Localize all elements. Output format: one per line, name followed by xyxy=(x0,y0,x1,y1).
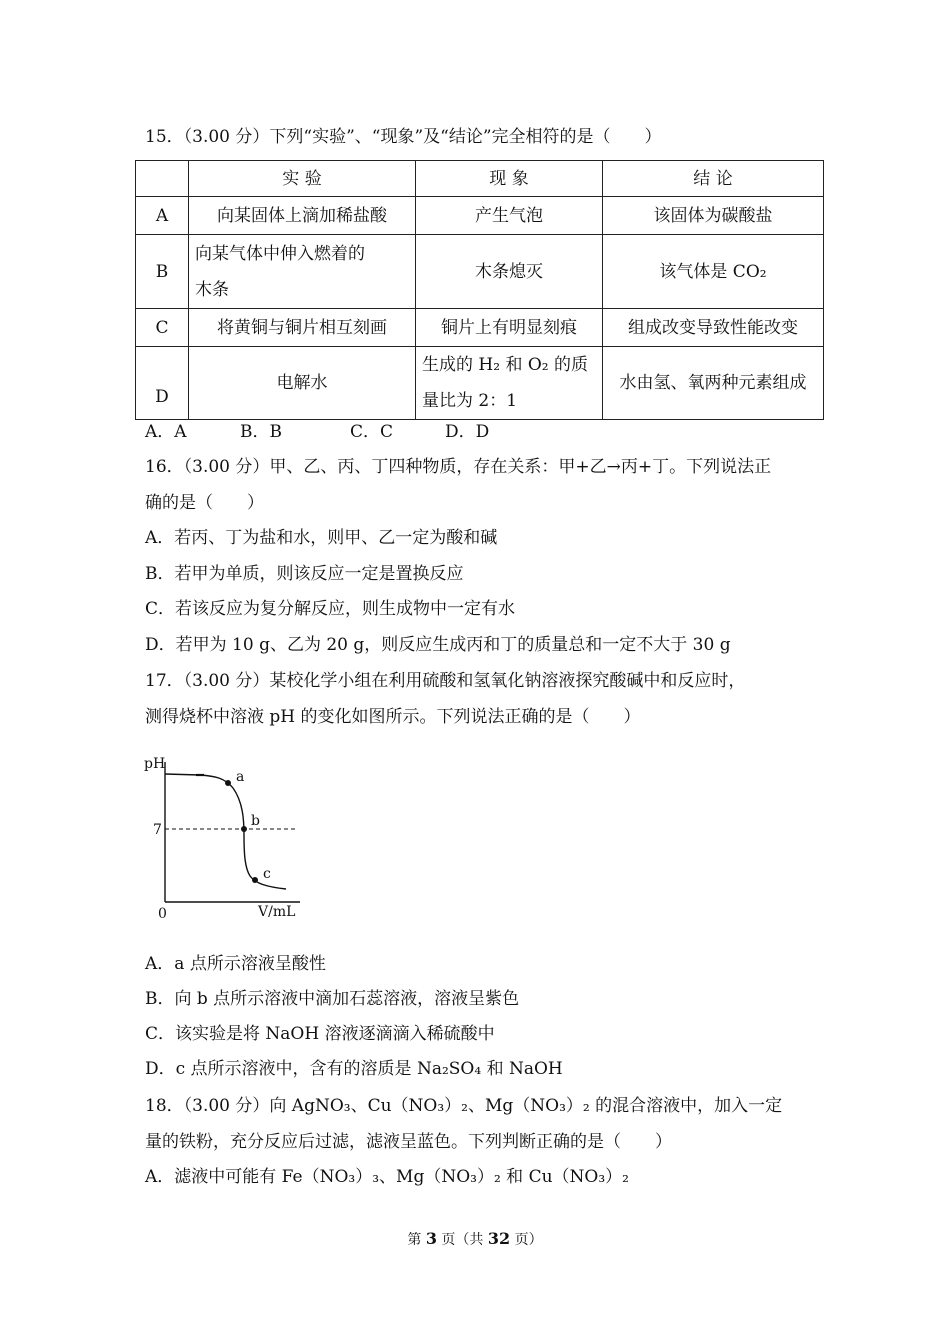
phenomenon-cell: 产生气泡 xyxy=(416,197,603,235)
footer-prefix: 第 xyxy=(407,1232,426,1248)
row-label: B xyxy=(136,235,189,309)
experiment-line: 木条 xyxy=(195,279,229,300)
total-page-number: 32 xyxy=(487,1229,511,1248)
q17-stem-cont: 测得烧杯中溶液 pH 的变化如图所示。下列说法正确的是（ ） xyxy=(145,707,641,727)
ph-titration-graph xyxy=(140,750,315,925)
table-row xyxy=(136,197,824,235)
conclusion-cell: 该固体为碳酸盐 xyxy=(603,197,824,235)
option: B．向 b 点所示溶液中滴加石蕊溶液，溶液呈紫色 xyxy=(145,989,520,1009)
point-c-marker xyxy=(252,877,258,883)
option: A．A xyxy=(145,422,187,442)
option: D．若甲为 10 g、乙为 20 g，则反应生成丙和丁的质量总和一定不大于 30 g xyxy=(145,635,731,655)
q18-stem: 18．（3.00 分）向 AgNO₃、Cu（NO₃）₂、Mg（NO₃）₂ 的混合溶液中，加入一定 xyxy=(145,1096,783,1116)
row-label: D xyxy=(136,347,189,420)
current-page-number: 3 xyxy=(425,1229,437,1248)
phenomenon-line: 量比为 2：1 xyxy=(422,391,518,411)
q15-stem: 15．（3.00 分）下列“实验”、“现象”及“结论”完全相符的是（ ） xyxy=(145,127,662,147)
phenomenon-cell xyxy=(416,347,603,420)
option: C．若该反应为复分解反应，则生成物中一定有水 xyxy=(145,599,516,619)
option: A．若丙、丁为盐和水，则甲、乙一定为酸和碱 xyxy=(145,528,498,548)
table-header-cell xyxy=(136,161,189,197)
point-b-marker xyxy=(241,826,247,832)
y-axis-label: pH xyxy=(144,756,166,772)
row-label: C xyxy=(136,309,189,347)
point-c-label: c xyxy=(263,866,271,882)
experiment-cell: 向某固体上滴加稀盐酸 xyxy=(189,197,416,235)
footer-suffix: 页） xyxy=(510,1232,543,1248)
option: C．C xyxy=(350,422,394,442)
point-b-label: b xyxy=(251,813,260,829)
table-row xyxy=(136,309,824,347)
option: C．该实验是将 NaOH 溶液逐滴滴入稀硫酸中 xyxy=(145,1024,495,1044)
origin-label: 0 xyxy=(158,906,167,922)
option: B．若甲为单质，则该反应一定是置换反应 xyxy=(145,564,464,584)
q16-stem-cont: 确的是（ ） xyxy=(145,493,264,513)
option: A．滤液中可能有 Fe（NO₃）₃、Mg（NO₃）₂ 和 Cu（NO₃）₂ xyxy=(145,1167,629,1187)
conclusion-cell: 水由氢、氧两种元素组成 xyxy=(603,347,824,420)
table-header-cell: 现 象 xyxy=(416,161,603,197)
conclusion-cell: 组成改变导致性能改变 xyxy=(603,309,824,347)
table-row xyxy=(136,235,824,309)
row-label: A xyxy=(136,197,189,235)
experiment-line: 向某气体中伸入燃着的 xyxy=(195,243,365,264)
table-header-cell: 结 论 xyxy=(603,161,824,197)
conclusion-cell: 该气体是 CO₂ xyxy=(603,235,824,309)
experiment-cell xyxy=(189,235,416,309)
option: B．B xyxy=(240,422,282,442)
point-a-label: a xyxy=(236,769,245,785)
q15-table xyxy=(135,160,824,420)
x-axis-label: V/mL xyxy=(258,904,296,920)
option: D．D xyxy=(445,422,490,442)
experiment-cell: 将黄铜与铜片相互刻画 xyxy=(189,309,416,347)
page-footer xyxy=(0,1229,950,1249)
table-row xyxy=(136,347,824,420)
option: A．a 点所示溶液呈酸性 xyxy=(145,954,326,974)
q17-stem: 17．（3.00 分）某校化学小组在利用硫酸和氢氧化钠溶液探究酸碱中和反应时， xyxy=(145,671,746,691)
table-header-cell: 实 验 xyxy=(189,161,416,197)
footer-middle: 页（共 xyxy=(436,1232,488,1248)
phenomenon-cell: 木条熄灭 xyxy=(416,235,603,309)
point-a-marker xyxy=(225,780,231,786)
ph7-label: 7 xyxy=(153,822,162,838)
q15-options xyxy=(145,421,489,443)
phenomenon-cell: 铜片上有明显刻痕 xyxy=(416,309,603,347)
phenomenon-line: 生成的 H₂ 和 O₂ 的质 xyxy=(422,355,589,375)
option: D．c 点所示溶液中，含有的溶质是 Na₂SO₄ 和 NaOH xyxy=(145,1059,563,1079)
q18-stem-cont: 量的铁粉，充分反应后过滤，滤液呈蓝色。下列判断正确的是（ ） xyxy=(145,1132,672,1152)
experiment-cell: 电解水 xyxy=(189,347,416,420)
q16-stem: 16．（3.00 分）甲、乙、丙、丁四种物质，存在关系：甲+乙→丙+丁。下列说法正 xyxy=(145,457,772,477)
table-header-row xyxy=(136,161,824,197)
